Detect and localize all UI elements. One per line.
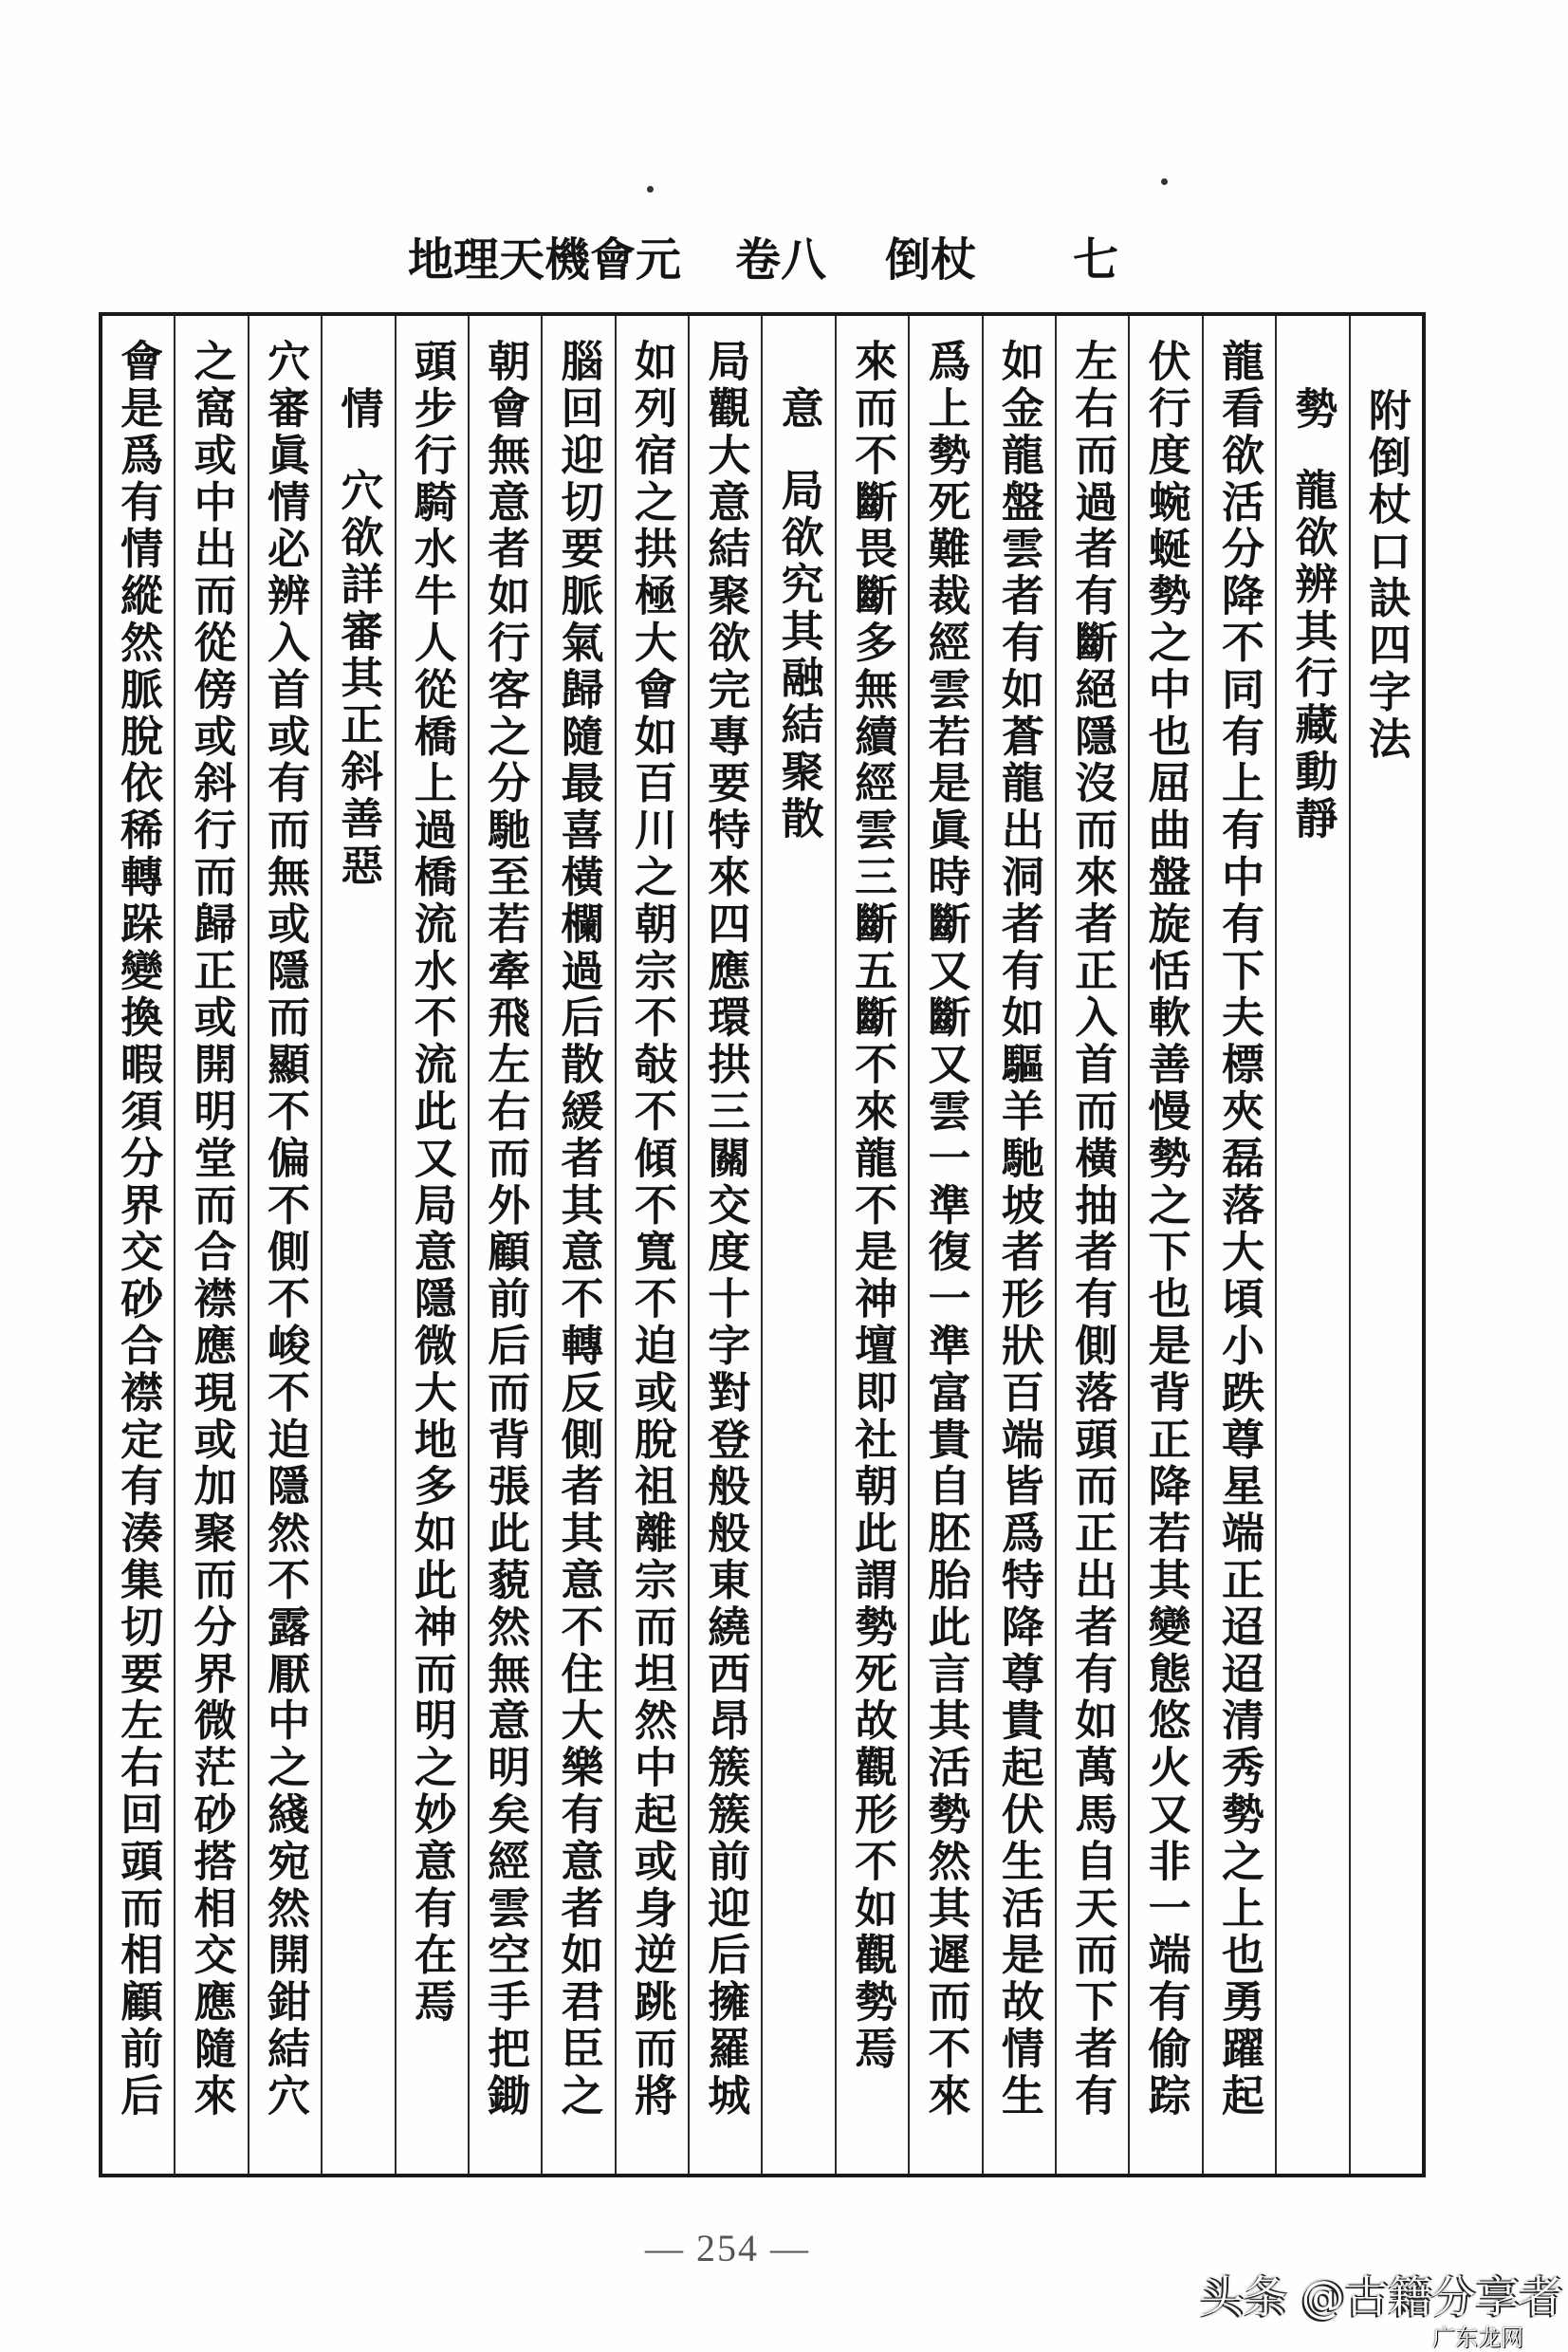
body-text-line: 穴審眞情必辨入首或有而無或隱而顯不偏不側不峻不迫隱然不露厭中之綫宛然開鉗結穴 [259,339,310,2121]
body-text-line: 會是爲有情縱然脈脫依稀轉跺變換暇須分界交砂合襟定有湊集切要左右回頭而相顧前后 [113,339,164,2121]
body-text-line: 朝會無意者如行客之分馳至若牽飛左右而外顧前后而背張此藐然無意明矣經雲空手把鋤 [480,339,531,2121]
text-column-8 [835,316,908,2174]
watermark-sub: 广东龙网 [1432,2324,1523,2351]
text-column-6 [982,316,1055,2174]
text-column-7 [908,316,981,2174]
body-text-line: 左右而過者有斷絕隱沒而來者正入首而橫抽者有側落頭而正出者有如萬馬自天而下者有 [1067,339,1118,2121]
text-column-10 [688,316,761,2174]
subsection-heading: 情 [333,386,384,434]
text-frame [99,312,1426,2177]
body-text-line: 如列宿之拱極大會如百川之朝宗不敧不傾不寬不迫或脫祖離宗而坦然中起或身逆跳而將 [626,339,677,2121]
watermark: 头条 @古籍分享者 [1200,2271,1563,2323]
text-column-5 [1055,316,1128,2174]
text-column-3 [1202,316,1275,2174]
section-title: 附倒杖口訣四字法 [1360,388,1411,764]
page-number: — 254 — [645,2227,810,2269]
subsection-heading: 勢 [1287,386,1338,434]
text-column-17 [174,316,247,2174]
subsection-summary: 龍欲辨其行藏動靜 [1287,468,1338,843]
body-text-line: 伏行度蜿蜒勢之中也屈曲盤旋恬軟善慢勢之下也是背正降若其變態悠火又非一端有偷踪 [1140,339,1191,2121]
body-text-line: 龍看欲活分降不同有上有中有下夫標夾磊落大頃小跌尊星端正迢迢清秀勢之上也勇躍起 [1214,339,1265,2121]
text-column-1 [1349,316,1422,2174]
body-text-line: 之窩或中出而從傍或斜行而歸正或開明堂而合襟應現或加聚而分界微茫砂搭相交應隨來 [186,339,237,2121]
body-text-line: 爲上勢死難裁經雲若是眞時斷又斷又雲一準復一準富貴自胚胎此言其活勢然其遲而不來 [920,339,971,2121]
leaf-number: 七 [1073,233,1119,287]
text-column-11 [615,316,688,2174]
text-column-13 [468,316,541,2174]
text-column-4 [1128,316,1201,2174]
text-column-2 [1275,316,1348,2174]
subsection-heading: 意 [773,386,824,434]
body-text-line: 來而不斷畏斷多無續經雲三斷五斷不來龍不是神壇即社朝此謂勢死故觀形不如觀勢焉 [847,339,898,2073]
subsection-summary: 局欲究其融結聚散 [773,468,824,843]
text-column-15 [321,316,394,2174]
text-column-18 [102,316,174,2174]
body-text-line: 腦回迎切要脈氣歸隨最喜橫欄過后散緩者其意不轉反側者其意不住大樂有意者如君臣之 [553,339,604,2121]
body-text-line: 局觀大意結聚欲完專要特來四應環拱三關交度十字對登般般東繞西昂簇簇前迎后擁羅城 [700,339,751,2121]
text-column-16 [248,316,321,2174]
text-column-14 [395,316,468,2174]
volume-label: 卷八 [735,233,827,287]
book-title: 地理天機會元 [408,233,682,287]
body-text-line: 如金龍盤雲者有如蒼龍出洞者有如驅羊馳坡者形狀百端皆爲特降尊貴起伏生活是故情生 [993,339,1044,2121]
running-header [0,0,1568,313]
subsection-summary: 穴欲詳審其正斜善惡 [333,468,384,890]
body-text-line: 頭步行騎水牛人從橋上過橋流水不流此又局意隱微大地多如此神而明之妙意有在焉 [406,339,457,2027]
text-column-9 [761,316,834,2174]
text-column-12 [541,316,614,2174]
section-label: 倒杖 [885,233,977,287]
